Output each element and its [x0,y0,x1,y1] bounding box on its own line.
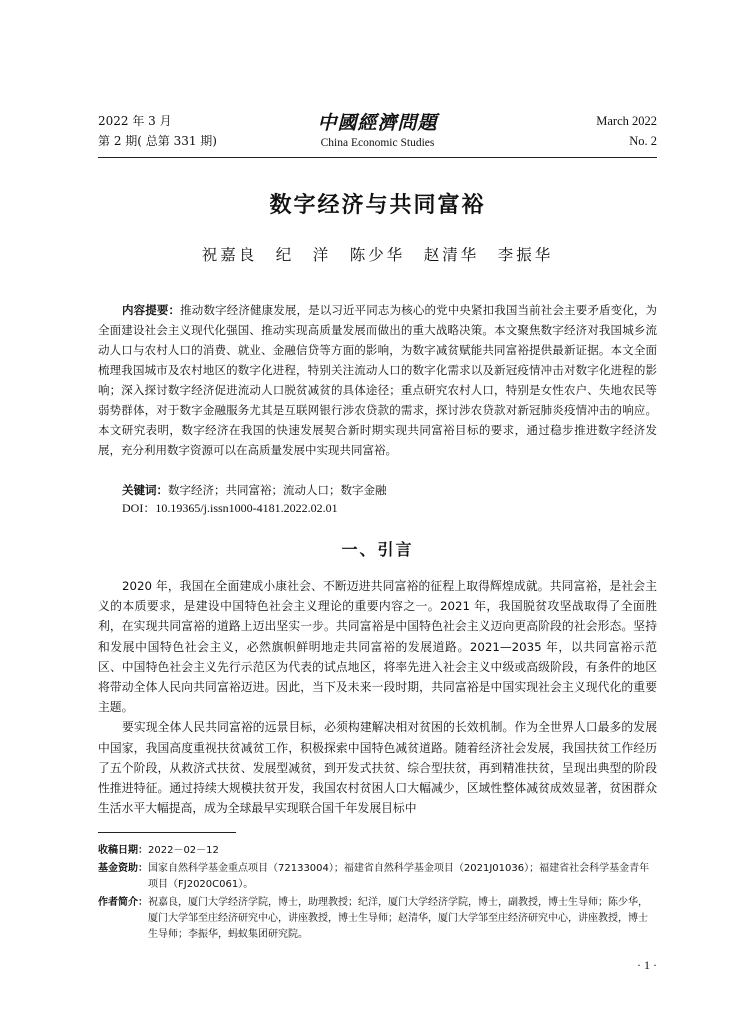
article-body [98,576,657,818]
received-date: 2022－02－12 [148,845,219,856]
body-paragraph: 2020 年，我国在全面建成小康社会、不断迈进共同富裕的征程上取得辉煌成就。共同富裕，是社会主义的本质要求，是建设中国特色社会主义理论的重要内容之一。2021 年，我国脱贫攻坚战取得了全面胜利，在实现共同富裕的道路上迈出坚实一步。共同富裕是中国特色社会主义迈向更高阶段的社会形态。坚持和发展中国特色社会主义，必然旗帜鲜明地走共同富裕的发展道路。2021—2035 年，以共同富裕示范区、中国特色社会主义先行示范区为代表的试点地区，将率先进入社会主义中级或高级阶段，有条件的地区将带动全体人民向共同富裕迈进。因此，当下及未来一段时期，共同富裕是中国实现社会主义现代化的重要主题。 [98,579,657,715]
received-label: 收稿日期： [98,845,148,856]
page-number: · 1 · [637,958,657,972]
keywords-text: 数字经济；共同富裕；流动人口；数字金融 [168,483,387,497]
body-paragraph: 要实现全体人民共同富裕的远景目标，必须构建解决相对贫困的长效机制。作为全世界人口最多的发展中国家，我国高度重视扶贫减贫工作，积极探索中国特色减贫道路。随着经济社会发展，我国扶贫工作经历了五个阶段，从救济式扶贫、发展型减贫，到开发式扶贫、综合型扶贫，再到精准扶贫，呈现出典型的阶段性推进特征。通过持续大规模扶贫开发，我国农村贫困人口大幅减少，区域性整体减贫成效显著，贫困群众生活水平大幅提高，成为全球最早实现联合国千年发展目标中 [98,720,657,816]
issue-number-cn: 第 2 期( 总第 331 期) [98,134,217,148]
article-title: 数字经济与共同富裕 [269,193,486,218]
keywords-label: 关键词： [122,483,168,497]
footnote-received [98,843,657,859]
abstract [98,300,657,460]
footnote-author-bios [98,895,657,943]
journal-name-en: China Economic Studies [320,137,435,149]
issue-date-en: March 2022 [596,114,657,128]
abstract-text: 推动数字经济健康发展，是以习近平同志为核心的党中央紧扣我国当前社会主要矛盾变化，为全面建设社会主义现代化强国、推动实现高质量发展而做出的重大战略决策。本文聚焦数字经济对我国城乡流动人口与农村人口的消费、就业、金融信贷等方面的影响，为数字减贫赋能共同富裕提供最新证据。本文全面梳理我国城市及农村地区的数字化进程，特别关注流动人口的数字化需求以及新冠疫情冲击对数字化进程的影响；深入探讨数字经济促进流动人口脱贫减贫的具体途径；重点研究农村人口，特别是女性农户、失地农民等弱势群体，对于数字金融服务尤其是互联网银行涉农贷款的需求，探讨涉农贷款对新冠肺炎疫情冲击的响应。本文研究表明，数字经济在我国的快速发展契合新时期实现共同富裕目标的要求，通过稳步推进数字经济发展，充分利用数字资源可以在高质量发展中实现共同富裕。 [98,303,658,457]
header-right [596,111,657,151]
keywords [122,480,387,500]
author-bios-label: 作者简介： [98,897,148,908]
issue-date-cn: 2022 年 3 月 [98,114,172,128]
author-bios-text: 祝嘉良，厦门大学经济学院，博士，助理教授；纪洋，厦门大学经济学院，博士，副教授，博士生导师；陈少华，厦门大学邹至庄经济研究中心，讲座教授，博士生导师；赵清华，厦门大学邹至庄经济研究中心，讲座教授，博士生导师；李振华，蚂蚁集团研究院。 [148,897,648,940]
funding-text: 国家自然科学基金重点项目（72133004）；福建省自然科学基金项目（2021J01036）；福建省社会科学基金青年项目（FJ2020C061）。 [148,863,650,890]
doi: DOI：10.19365/j.issn1000-4181.2022.02.01 [122,501,338,515]
header-divider [98,157,657,158]
author-list: 祝嘉良 纪 洋 陈少华 赵清华 李振华 [201,246,554,264]
footnote-divider [98,832,236,833]
issue-number-en: No. 2 [629,134,657,148]
section-heading: 一、引言 [341,540,414,559]
abstract-label: 内容提要： [122,303,181,317]
funding-label: 基金资助： [98,863,148,874]
footnote-funding [98,861,657,893]
journal-name-cn: 中國經濟問題 [317,112,438,134]
